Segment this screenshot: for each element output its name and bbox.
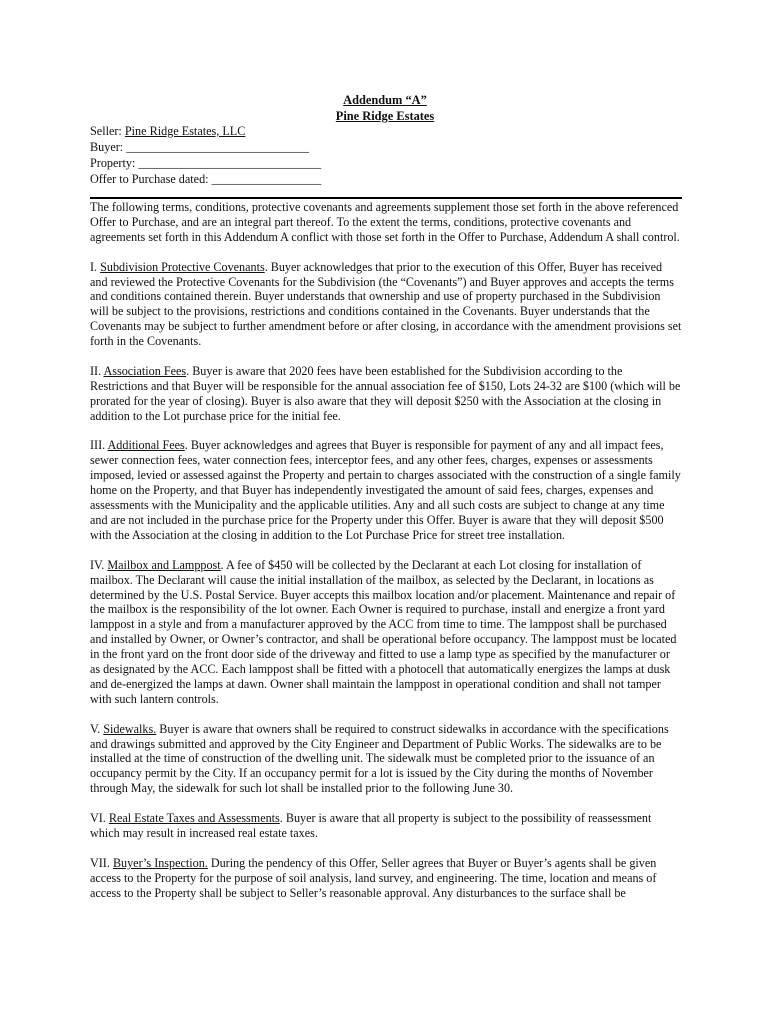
section-text: . A fee of $450 will be collected by the Declarant at each Lot closing for installation of mailbox. The Declarant will cause the initial installation of the mailbox, as selected by the Declarant, in locations as determined by the U.S. Postal Service. Buyer accepts this mailbox location and/or placement. Maintenance and repair of the mailbox is the responsibility of the lot owner. Each Owner is required to purchase, install and energize a front yard lamppost in a style and from a manufacturer approved by the ACC from time to time. The lamppost shall be purchased and installed by Owner, or Owner’s contractor, and shall be operational before occupancy. The lamppost must be located in the front yard on the front door side of the driveway and fitted to use a lamp type as specified by the manufacturer or as designated by the ACC. Each lamppost shall be fitted with a photocell that automatically energizes the lamps at dusk and de-energized the lamps at dawn. Owner shall maintain the lamppost in operational condition and shall not tamper with such lantern controls.: [90, 557, 677, 706]
section-text: During the pendency of this Offer, Seller agrees that Buyer or Buyer’s agents shall be given access to the Property for the purpose of soil analysis, land survey, and engineering. The time, location and means of access to the Property shall be subject to Seller’s reasonable approval. Any disturbances to the surface shall be: [90, 855, 657, 900]
section-text: . Buyer acknowledges that prior to the execution of this Offer, Buyer has received and reviewed the Protective Covenants for the Subdivision (the “Covenants”) and Buyer approves and accepts the terms and conditions contained therein. Buyer understands that ownership and use of property purchased in the Subdivision will be subject to the provisions, restrictions and conditions contained in the Covenants. Buyer understands that the Covenants may be subject to further amendment before or after closing, in accordance with the amendment provisions set forth in the Covenants.: [90, 259, 682, 349]
offer-date-line: Offer to Purchase dated: __________________: [90, 172, 322, 186]
section-text: . Buyer is aware that all property is subject to the possibility of reassessment which may result in increased real estate taxes.: [90, 811, 652, 840]
document-body: [90, 200, 682, 915]
section-number: III.: [90, 438, 108, 453]
section-paragraph: [90, 438, 682, 542]
addendum-title: Addendum “A”: [343, 93, 427, 107]
section-number: VI.: [90, 811, 109, 826]
section-text: . Buyer is aware that 2020 fees have been established for the Subdivision according to the Restrictions and that Buyer will be responsible for the annual association fee of $150, Lots 24-32 are $100 (which will be prorated for the year of closing). Buyer is also aware that they will deposit $250 with the Association at the closing in addition to the Lot purchase price for the initial fee.: [90, 363, 681, 423]
section-paragraph: [90, 811, 682, 841]
divider-rule: [90, 197, 682, 199]
seller-value: Pine Ridge Estates, LLC: [124, 124, 246, 138]
estate-title: Pine Ridge Estates: [335, 109, 435, 123]
section-number: VII.: [90, 855, 113, 870]
document-heading: [0, 92, 770, 124]
buyer-line: Buyer: ______________________________: [90, 140, 310, 154]
section-title: Association Fees: [103, 363, 187, 378]
section-number: IV.: [90, 557, 108, 572]
intro-paragraph: The following terms, conditions, protective covenants and agreements supplement those set forth in the above referenced Offer to Purchase, and are an integral part thereof. To the extent the terms, conditions, protective covenants and agreements set forth in this Addendum A conflict with those set forth in the Offer to Purchase, Addendum A shall control.: [90, 200, 680, 244]
section-title: Real Estate Taxes and Assessments: [108, 811, 280, 826]
section-paragraph: [90, 260, 682, 349]
section-paragraph: [90, 722, 682, 797]
section-title: Buyer’s Inspection.: [112, 855, 208, 870]
section-title: Subdivision Protective Covenants: [100, 259, 265, 274]
section-paragraph: [90, 856, 682, 901]
section-text: Buyer is aware that owners shall be required to construct sidewalks in accordance with the specifications and drawings submitted and approved by the City Engineer and Department of Public Works. The sidewalks are to be installed at the time of construction of the dwelling unit. The sidewalk must be completed prior to the issuance of an occupancy permit by the City. If an occupancy permit for a lot is issued by the City during the months of November through May, the sidewalk for such lot shall be installed prior to the following June 30.: [90, 721, 669, 796]
section-number: I.: [90, 259, 101, 274]
section-title: Mailbox and Lamppost: [107, 557, 221, 572]
section-text: . Buyer acknowledges and agrees that Buyer is responsible for payment of any and all impact fees, sewer connection fees, water connection fees, interceptor fees, and any other fees, charges, expenses or assessments imposed, levied or assessed against the Property and pertain to charges associated with the construction of a single family home on the Property, and that Buyer has independently investigated the amount of said fees, charges, expenses and assessments with the Municipality and the applicable utilities. Any and all such costs are subject to change at any time and are not included in the purchase price for the Property under this Offer. Buyer is aware that they will deposit $500 with the Association at the closing in addition to the Lot Purchase Price for street tree installation.: [90, 438, 681, 542]
section-number: II.: [90, 363, 104, 378]
seller-line: [90, 123, 321, 139]
section-title: Sidewalks.: [103, 721, 157, 736]
seller-label: Seller:: [90, 124, 125, 138]
section-title: Additional Fees: [107, 438, 185, 453]
section-number: V.: [90, 721, 104, 736]
section-paragraph: [90, 364, 682, 424]
party-info: [90, 123, 321, 187]
property-line: Property: ______________________________: [90, 156, 322, 170]
section-paragraph: [90, 558, 682, 707]
